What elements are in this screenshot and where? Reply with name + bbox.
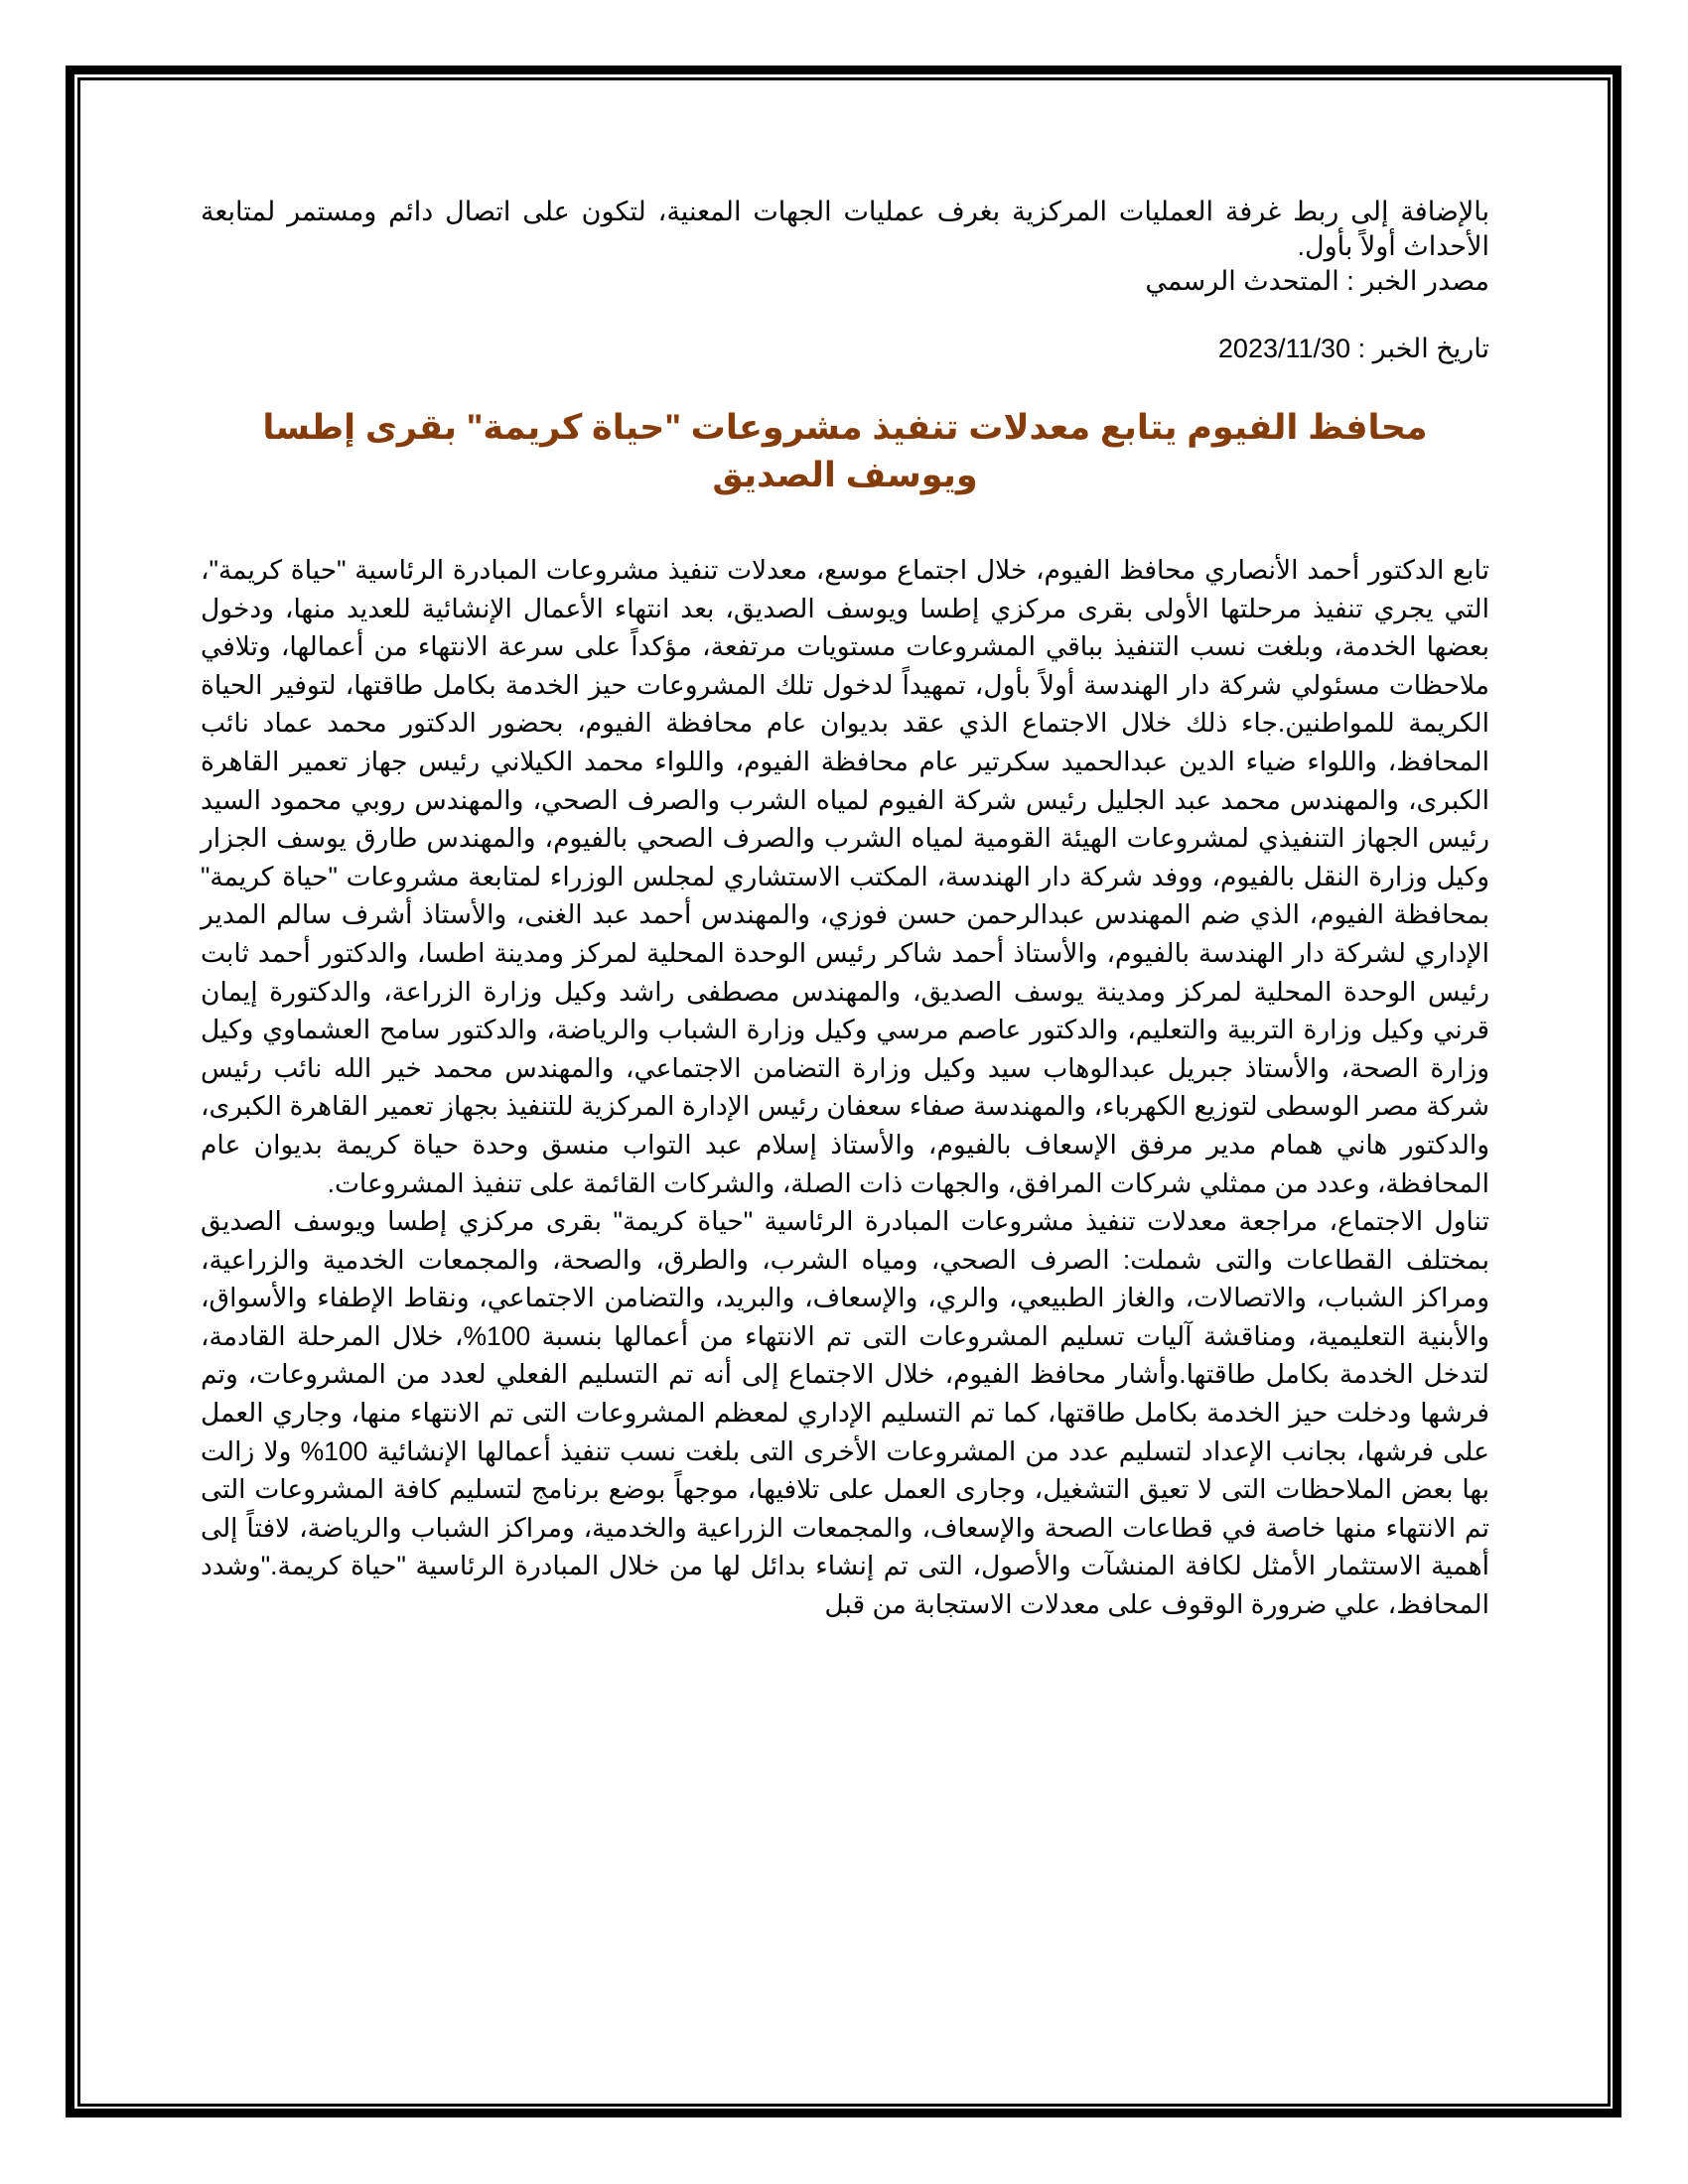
date-value: 2023/11/30 <box>1217 334 1351 363</box>
source-line: مصدر الخبر : المتحدث الرسمي <box>1145 266 1489 296</box>
date-label: تاريخ الخبر : <box>1357 334 1489 363</box>
article-title: محافظ الفيوم يتابع معدلات تنفيذ مشروعات "حياة كريمة" بقرى إطسا ويوسف الصديق <box>262 408 1428 494</box>
article-body <box>201 551 1489 1624</box>
date-line <box>201 332 1489 366</box>
document-content <box>201 195 1489 1624</box>
body-paragraph: تابع الدكتور أحمد الأنصاري محافظ الفيوم، خلال اجتماع موسع، معدلات تنفيذ مشروعات المبادرة الرئاسية "حياة كريمة"، التي يجري تنفيذ مرحلتها الأولى بقرى مركزي إطسا ويوسف الصديق، بعد انتهاء الأعمال الإنشائية للعديد منها، ودخول بعضها الخدمة، وبلغت نسب التنفيذ بباقي المشروعات مستويات مرتفعة، مؤكداً على سرعة الانتهاء من أعمالها، وتلافي ملاحظات مسئولي شركة دار الهندسة أولاً بأول، تمهيداً لدخول تلك المشروعات حيز الخدمة بكامل طاقتها، لتوفير الحياة الكريمة للمواطنين.جاء ذلك خلال الاجتماع الذي عقد بديوان عام محافظة الفيوم، بحضور الدكتور محمد عماد نائب المحافظ، واللواء ضياء الدين عبدالحميد سكرتير عام محافظة الفيوم، واللواء محمد الكيلاني رئيس جهاز تعمير القاهرة الكبرى، والمهندس محمد عبد الجليل رئيس شركة الفيوم لمياه الشرب والصرف الصحي، والمهندس روبي محمود السيد رئيس الجهاز التنفيذي لمشروعات الهيئة القومية لمياه الشرب والصرف الصحي بالفيوم، والمهندس طارق يوسف الجزار وكيل وزارة النقل بالفيوم، ووفد شركة دار الهندسة، المكتب الاستشاري لمجلس الوزراء لمتابعة مشروعات "حياة كريمة" بمحافظة الفيوم، الذي ضم المهندس عبدالرحمن حسن فوزي، والمهندس أحمد عبد الغنى، والأستاذ أشرف سالم المدير الإداري لشركة دار الهندسة بالفيوم، والأستاذ أحمد شاكر رئيس الوحدة المحلية لمركز ومدينة اطسا، والدكتور أحمد ثابت رئيس الوحدة المحلية لمركز ومدينة يوسف الصديق، والمهندس مصطفى راشد وكيل وزارة الزراعة، والدكتورة إيمان قرني وكيل وزارة التربية والتعليم، والدكتور عاصم مرسي وكيل وزارة الشباب والرياضة، والدكتور سامح العشماوي وكيل وزارة الصحة، والأستاذ جبريل عبدالوهاب سيد وكيل وزارة التضامن الاجتماعي، والمهندس محمد خير الله نائب رئيس شركة مصر الوسطى لتوزيع الكهرباء، والمهندسة صفاء سعفان رئيس الإدارة المركزية للتنفيذ بجهاز تعمير القاهرة الكبرى، والدكتور هاني همام مدير مرفق الإسعاف بالفيوم، والأستاذ إسلام عبد التواب منسق وحدة حياة كريمة بديوان عام المحافظة، وعدد من ممثلي شركات المرافق، والجهات ذات الصلة، والشركات القائمة على تنفيذ المشروعات. <box>201 555 1489 1198</box>
intro-paragraph: بالإضافة إلى ربط غرفة العمليات المركزية بغرف عمليات الجهات المعنية، لتكون على اتصال دائم ومستمر لمتابعة الأحداث أولاً بأول. <box>201 197 1489 261</box>
spacer <box>201 299 1489 332</box>
body-paragraph: تناول الاجتماع، مراجعة معدلات تنفيذ مشروعات المبادرة الرئاسية "حياة كريمة" بقرى مركزي إطسا ويوسف الصديق بمختلف القطاعات والتى شملت: الصرف الصحي، ومياه الشرب، والطرق، والصحة، والمجمعات الخدمية والزراعية، ومراكز الشباب، والاتصالات، والغاز الطبيعي، والري، والإسعاف، والبريد، والتضامن الاجتماعي، ونقاط الإطفاء والأسواق، والأبنية التعليمية، ومناقشة آليات تسليم المشروعات التى تم الانتهاء من أعمالها بنسبة 100%، خلال المرحلة القادمة، لتدخل الخدمة بكامل طاقتها.وأشار محافظ الفيوم، خلال الاجتماع إلى أنه تم التسليم الفعلي لعدد من المشروعات، وتم فرشها ودخلت حيز الخدمة بكامل طاقتها، كما تم التسليم الإداري لمعظم المشروعات التى تم الانتهاء منها، وجاري العمل على فرشها، بجانب الإعداد لتسليم عدد من المشروعات الأخرى التى بلغت نسب تنفيذ أعمالها الإنشائية 100% ولا زالت بها بعض الملاحظات التى لا تعيق التشغيل، وجارى العمل على تلافيها، موجهاً بوضع برنامج لتسليم كافة المشروعات التى تم الانتهاء منها خاصة في قطاعات الصحة والإسعاف، والمجمعات الزراعية والخدمية، ومراكز الشباب والرياضة، لافتاً إلى أهمية الاستثمار الأمثل لكافة المنشآت والأصول، التى تم إنشاء بدائل لها من خلال المبادرة الرئاسية "حياة كريمة."وشدد المحافظ، علي ضرورة الوقوف على معدلات الاستجابة من قبل <box>201 1206 1489 1620</box>
